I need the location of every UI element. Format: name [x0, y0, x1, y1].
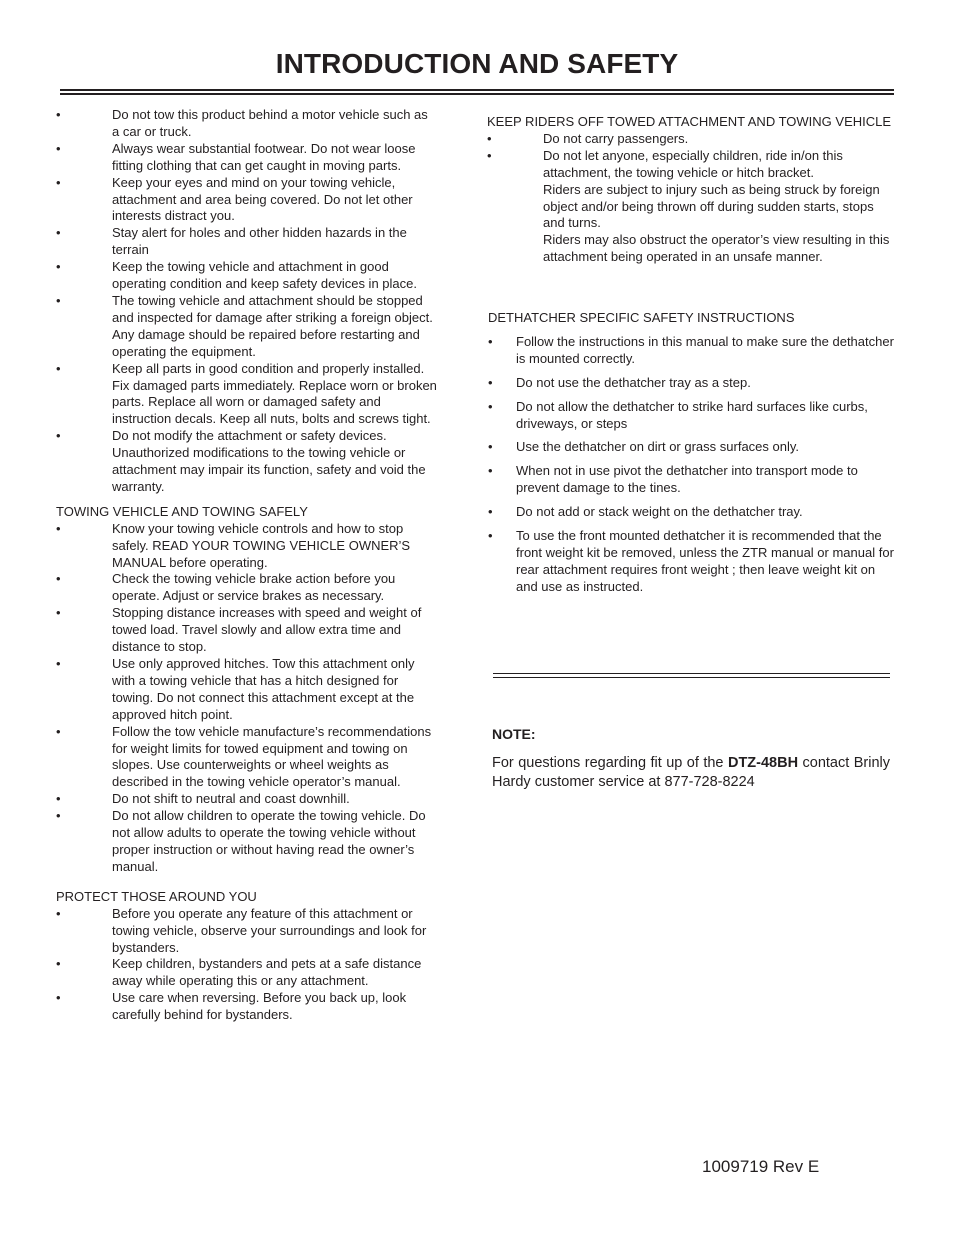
list-item: • Keep your eyes and mind on your towing vehicle, attachment and area being covered. Do not let other interests distract you. [56, 174, 413, 224]
list-item: • Do not modify the attachment or safety devices. Unauthorized modifications to the towing vehicle or attachment may impair its function, safety and void the warranty. [56, 428, 426, 494]
list-item: • Do not allow the dethatcher to strike hard surfaces like curbs, driveways, or steps [488, 398, 868, 431]
bullet-icon: • [56, 107, 61, 122]
bullet-icon: • [56, 990, 61, 1006]
bullet-icon: • [488, 504, 493, 520]
document-revision: 1009719 Rev E [702, 1157, 820, 1176]
list-item: • Use only approved hitches. Tow this attachment only with a towing vehicle that has a hitch designed for towing. Do not connect this attachment except at the approved hitch point. [56, 656, 415, 722]
bullet-icon: • [56, 428, 61, 444]
riders-heading: KEEP RIDERS OFF TOWED ATTACHMENT AND TOWING VEHICLE [487, 114, 892, 129]
bullet-icon: • [56, 174, 61, 190]
riders-section [487, 114, 897, 266]
bullet-icon: • [487, 130, 492, 146]
list-item: • Do not allow children to operate the towing vehicle. Do not allow adults to operate the towing vehicle without proper instruction or without having read the owner’s manual. [56, 808, 426, 874]
title-divider [60, 89, 894, 95]
list-item: • Do not shift to neutral and coast downhill. [56, 791, 350, 807]
bullet-icon: • [56, 956, 61, 972]
towing-safety-list [56, 521, 438, 876]
list-item: • Keep the towing vehicle and attachment in good operating condition and keep safety devices in place. [56, 259, 417, 292]
list-item: • Stopping distance increases with speed and weight of towed load. Travel slowly and allow extra time and distance to stop. [56, 605, 422, 655]
page-title: INTRODUCTION AND SAFETY [275, 48, 679, 79]
bullet-icon: • [56, 905, 61, 921]
list-item: • Follow the tow vehicle manufacture’s recommendations for weight limits for towed equipment and towing on slopes. Use counterweights or wheel weights as described in the towing vehicle operator’s manual. [56, 723, 432, 790]
bullet-icon: • [56, 140, 61, 156]
bullet-icon: • [488, 528, 493, 544]
bullet-icon: • [56, 723, 61, 739]
bullet-icon: • [56, 360, 61, 376]
bullet-icon: • [56, 571, 61, 587]
list-item: • Know your towing vehicle controls and how to stop safely. READ YOUR TOWING VEHICLE OWNER’S MANUAL before operating. [56, 520, 411, 570]
bullet-icon: • [56, 259, 61, 275]
note-divider [493, 673, 890, 678]
bullet-icon: • [56, 225, 61, 241]
bullet-icon: • [488, 398, 493, 414]
list-item: • Do not add or stack weight on the dethatcher tray. [488, 504, 803, 520]
dethatcher-section [488, 310, 900, 603]
list-item: • To use the front mounted dethatcher it is recommended that the front weight kit be removed, unless the ZTR manual or manual for rear attachment requires front weight ; then leave weight kit on and use as instructed. [488, 528, 894, 594]
bullet-icon: • [56, 605, 61, 621]
list-item: • Do not carry passengers. [487, 130, 689, 146]
bullet-icon: • [488, 439, 493, 455]
general-safety-list [56, 107, 438, 496]
list-item: • Use the dethatcher on dirt or grass surfaces only. [488, 439, 800, 455]
note-box [492, 725, 890, 793]
left-column [56, 107, 438, 1024]
bullet-icon: • [488, 463, 493, 479]
towing-heading: TOWING VEHICLE AND TOWING SAFELY [56, 503, 308, 519]
bullet-icon: • [56, 292, 61, 308]
list-item: • Keep children, bystanders and pets at a safe distance away while operating this or any attachment. [56, 956, 422, 989]
bullet-icon: • [488, 333, 493, 349]
protect-list [56, 906, 438, 1024]
dethatcher-heading: DETHATCHER SPECIFIC SAFETY INSTRUCTIONS [488, 310, 795, 325]
list-item: • Do not tow this product behind a motor vehicle such as a car or truck. [56, 107, 428, 139]
list-item: • Use care when reversing. Before you back up, look carefully behind for bystanders. [56, 990, 407, 1023]
bullet-icon: • [488, 374, 493, 390]
note-text: For questions regarding fit up of the DTZ-48BH contact Brinly Hardy customer service at 877-728-8224 [492, 754, 890, 790]
list-item: • The towing vehicle and attachment should be stopped and inspected for damage after striking a foreign object. Any damage should be repaired before restarting and operating the equipment. [56, 292, 433, 359]
list-item: • Stay alert for holes and other hidden hazards in the terrain [56, 225, 407, 258]
list-item: • Always wear substantial footwear. Do not wear loose fitting clothing that can get caught in moving parts. [56, 140, 416, 173]
bullet-icon: • [56, 520, 61, 536]
list-item: • Follow the instructions in this manual to make sure the dethatcher is mounted correctly. [488, 333, 894, 366]
list-item: • When not in use pivot the dethatcher into transport mode to prevent damage to the tines. [488, 463, 858, 496]
protect-heading: PROTECT THOSE AROUND YOU [56, 888, 257, 904]
bullet-icon: • [56, 656, 61, 671]
list-item: • Do not use the dethatcher tray as a step. [488, 374, 751, 390]
bullet-icon: • [56, 808, 61, 824]
bullet-icon: • [56, 791, 61, 807]
list-item: • Before you operate any feature of this attachment or towing vehicle, observe your surroundings and look for bystanders. [56, 905, 427, 955]
list-item: • Do not let anyone, especially children, ride in/on this attachment, the towing vehicle or hitch bracket. Riders are subject to injury such as being struck by foreign object and/or being thrown off during sudden starts, stops and turns. Riders may also obstruct the operator’s view resulting in this attachment being operated in an unsafe manner. [487, 147, 890, 265]
model-number: DTZ-48BH [727, 754, 799, 771]
list-item: • Check the towing vehicle brake action before you operate. Adjust or service brakes as necessary. [56, 571, 396, 604]
note-label: NOTE: [492, 726, 536, 742]
bullet-icon: • [487, 147, 492, 163]
list-item: • Keep all parts in good condition and properly installed. Fix damaged parts immediately. Replace worn or broken parts. Replace all worn or damaged safety and instruction decals. Keep all nuts, bolts and screws tight. [56, 360, 437, 427]
